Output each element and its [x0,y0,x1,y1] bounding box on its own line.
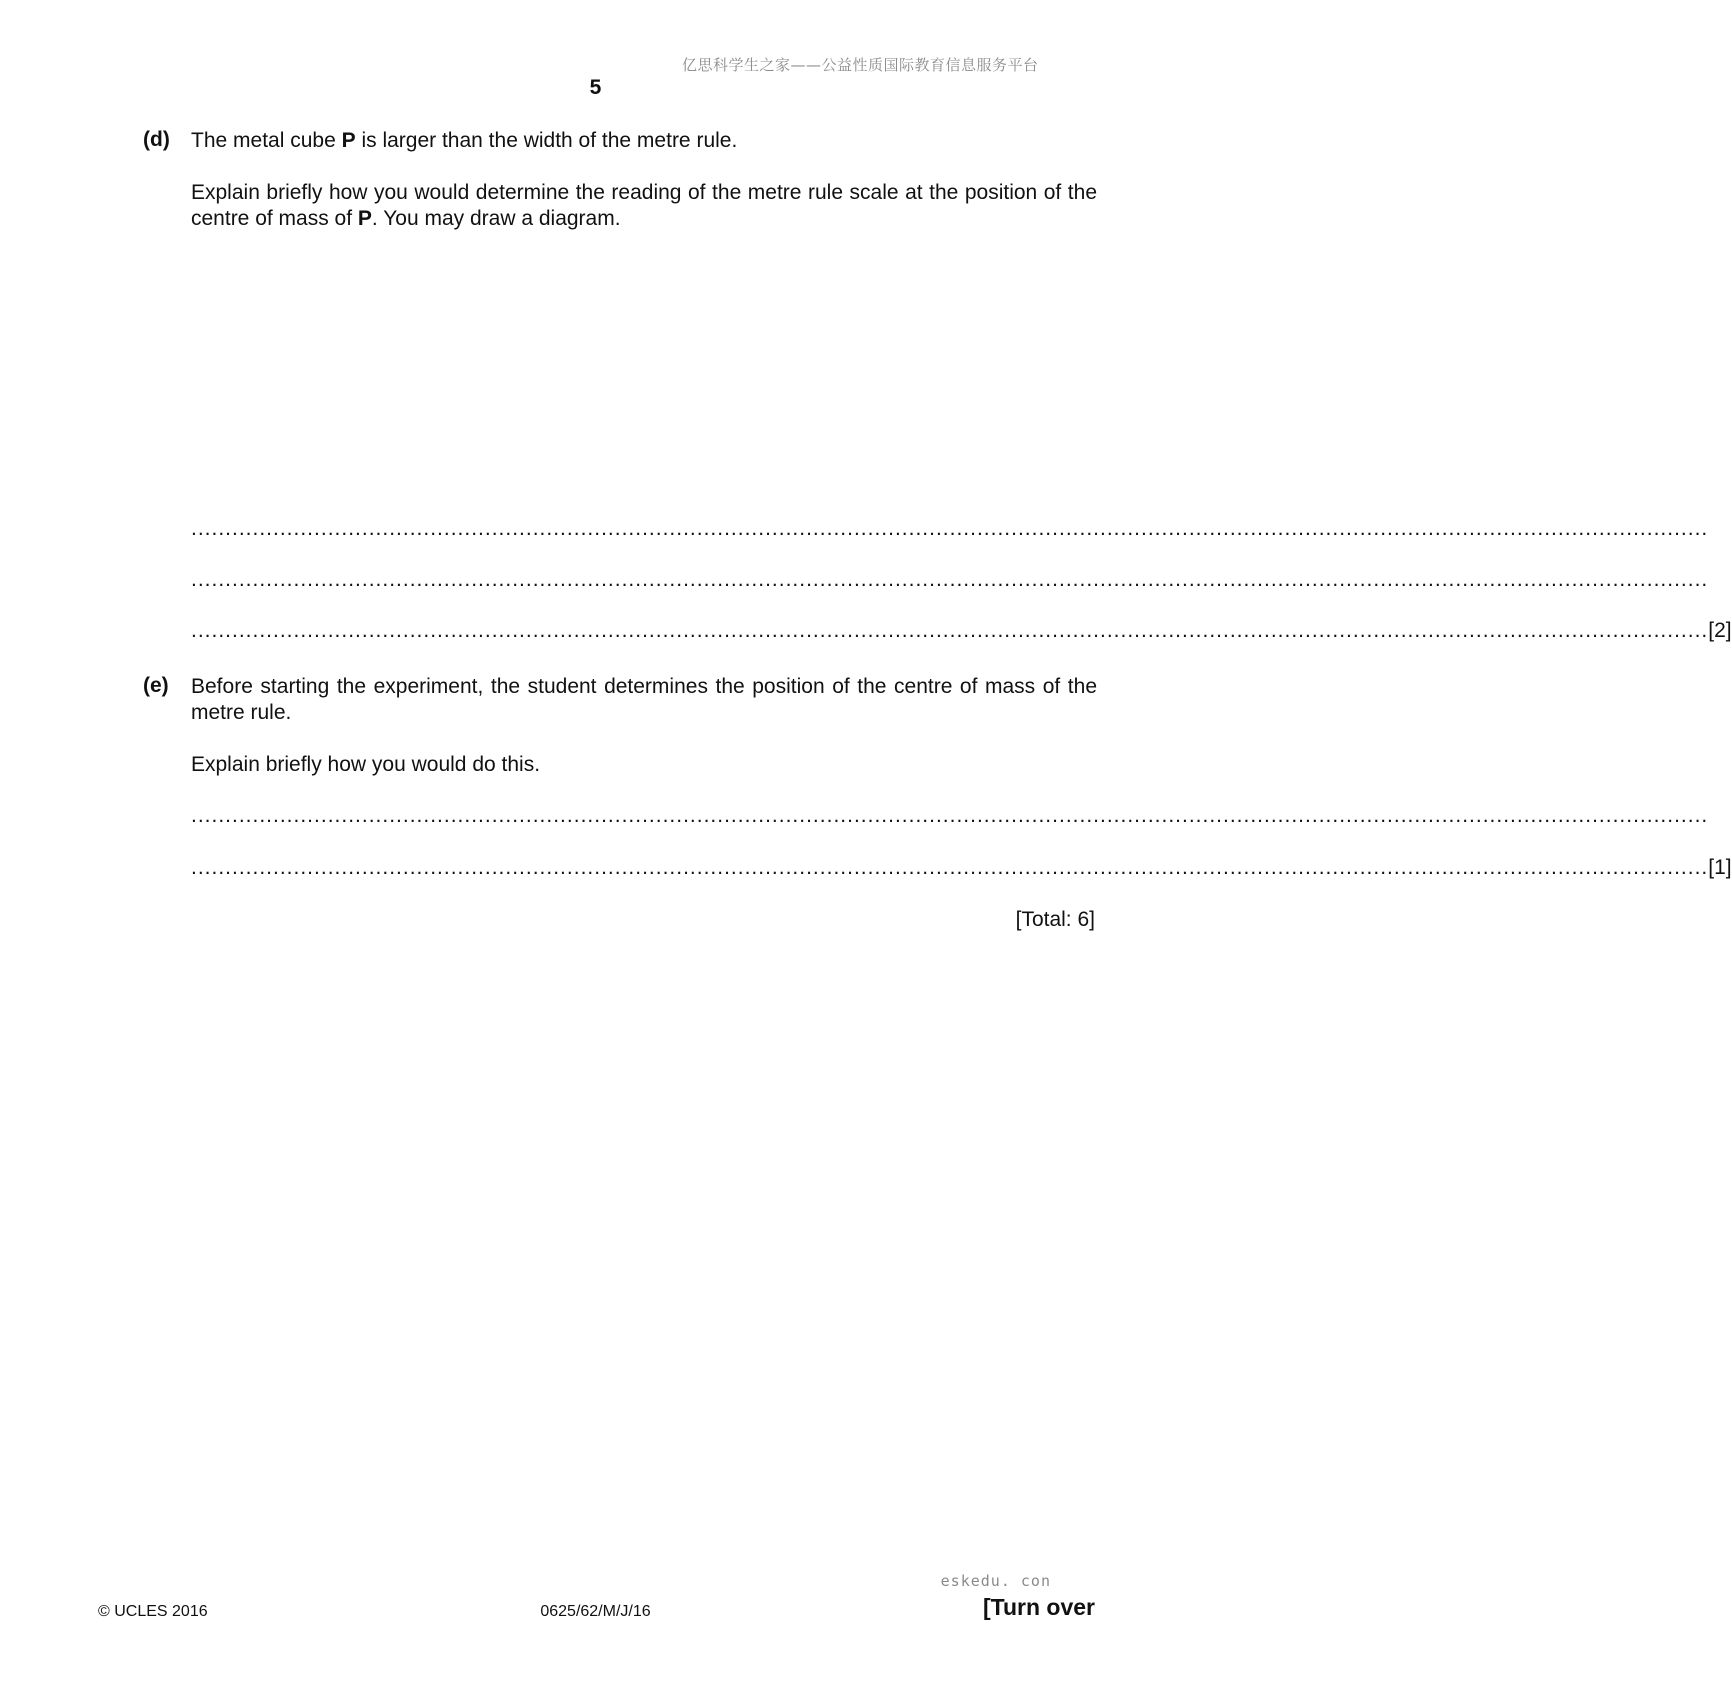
dotted-rule: .............................................................................................................................................................................................................................. [191,517,1709,540]
question-d-instruction-prefix: Explain briefly how you would determine the reading of the metre rule scale at the position of the centre of mass of [191,181,1097,230]
page-number: 5 [589,76,602,99]
question-e-label: (e) [143,674,169,697]
dotted-rule: .............................................................................................................................................................................................................................. [191,804,1709,827]
question-e-instruction: Explain briefly how you would do this. [191,753,541,776]
question-d-instruction-suffix: . You may draw a diagram. [371,207,621,230]
dotted-rule: .............................................................................................................................................................................................................................. [191,856,1709,879]
total-marks: [Total: 6] [1015,908,1095,931]
dotted-rule: .............................................................................................................................................................................................................................. [191,619,1709,642]
question-d-text [191,128,1097,154]
header-watermark: 亿思科学生之家——公益性质国际教育信息服务平台 [682,56,1039,74]
turn-over: [Turn over [982,1594,1095,1620]
footer-watermark: eskedu. con [940,1572,1051,1590]
answer-line-d-2[interactable] [191,567,1709,593]
question-d-label: (d) [143,128,170,151]
question-d-instruction [191,180,1097,232]
dotted-rule: .............................................................................................................................................................................................................................. [191,568,1709,591]
answer-line-d-3[interactable] [191,618,1732,644]
question-e-text: Before starting the experiment, the student determines the position of the centre of mass of the metre rule. [191,675,1097,724]
copyright: © UCLES 2016 [98,1603,208,1620]
answer-line-e-1[interactable] [191,803,1709,829]
question-d-marks: [2] [1708,619,1732,642]
question-e-marks: [1] [1708,856,1732,879]
answer-line-e-2[interactable] [191,855,1732,881]
question-d-text-suffix: is larger than the width of the metre rule. [355,129,738,152]
question-d-instruction-bold: P [357,207,372,230]
question-d-text-prefix: The metal cube [191,129,342,152]
question-d-text-bold: P [341,129,356,152]
diagram-space[interactable] [191,240,1096,510]
paper-code: 0625/62/M/J/16 [540,1603,651,1620]
answer-line-d-1[interactable] [191,516,1709,542]
